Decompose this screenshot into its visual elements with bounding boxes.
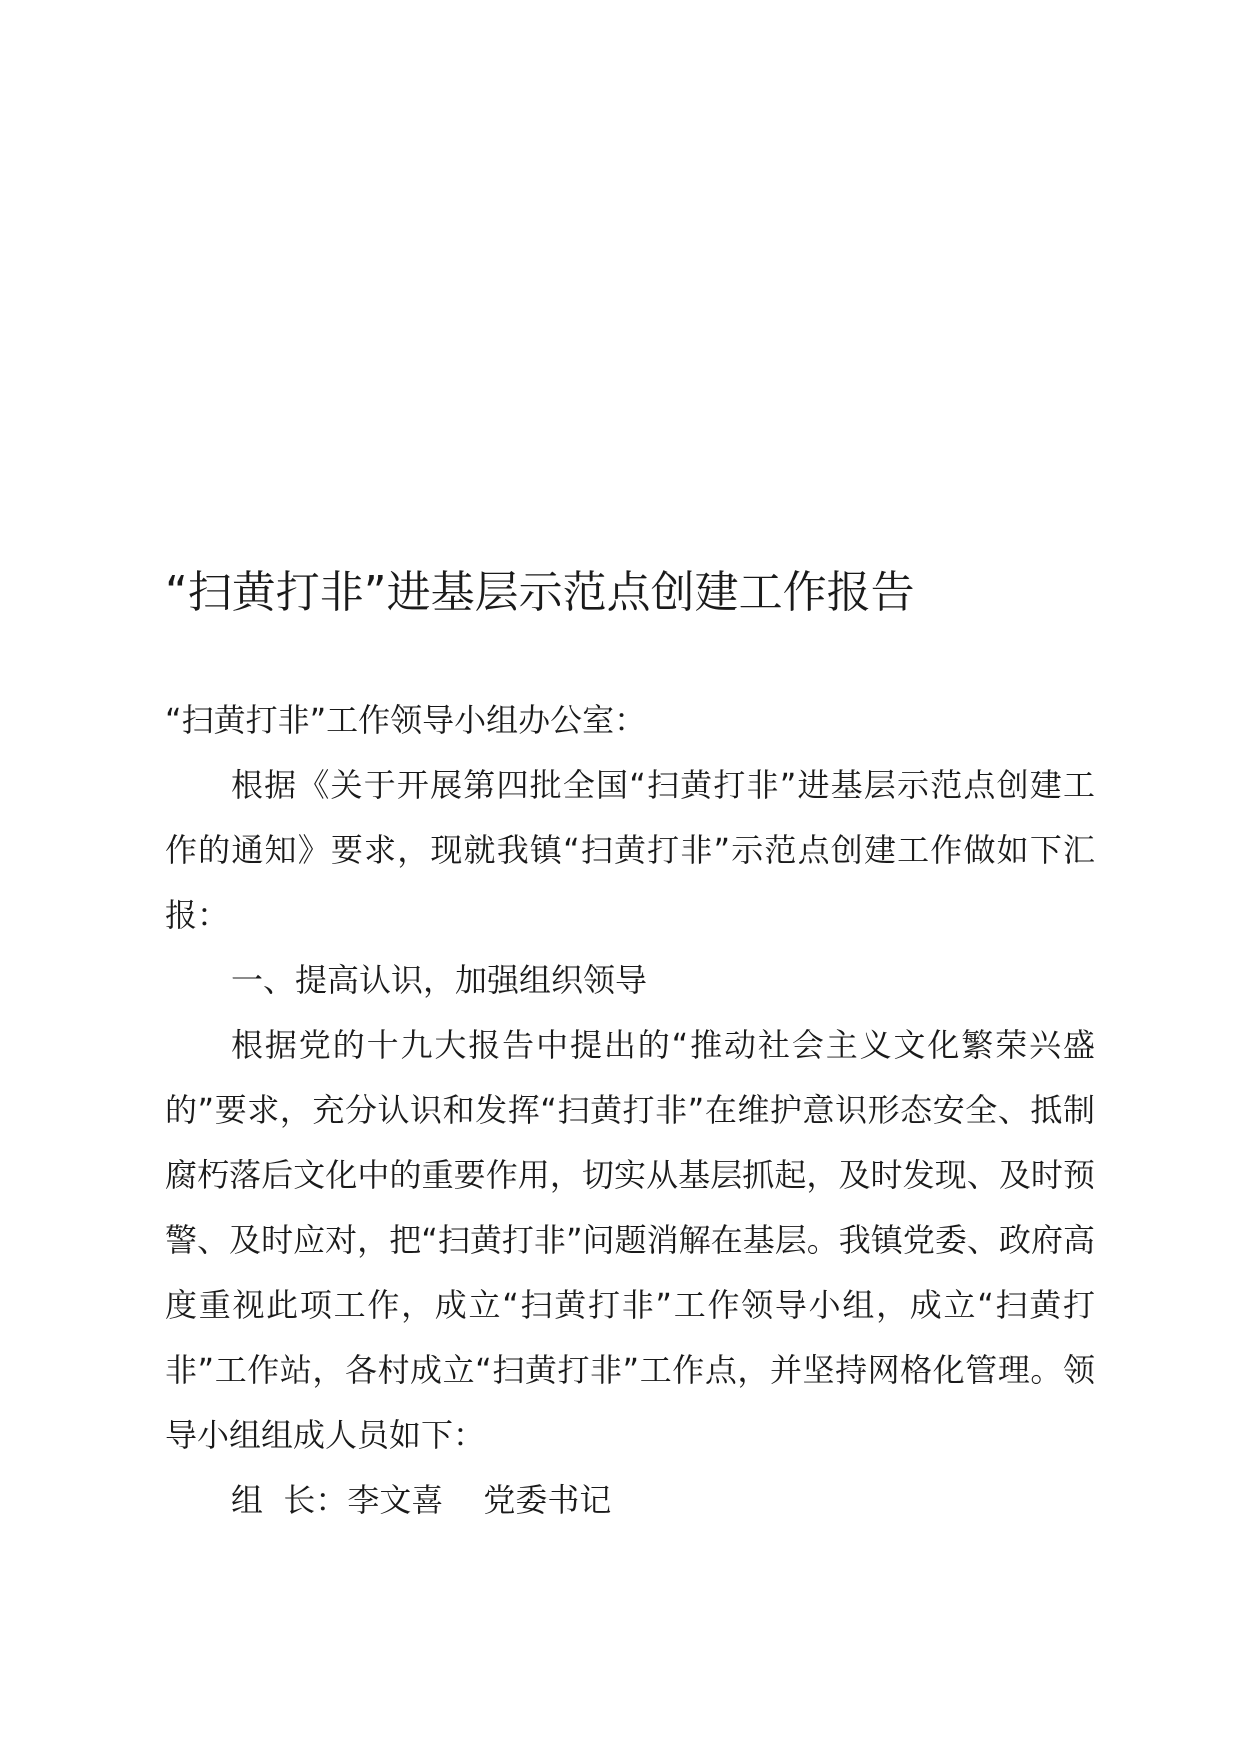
salutation-text: “扫黄打非”工作领导小组办公室： [165,701,647,739]
member-list [165,1468,1095,1533]
member-role: 党委书记 [483,1481,612,1519]
section-paragraph [165,1013,1095,1468]
section-paragraph-text: 根据党的十九大报告中提出的“推动社会主义文化繁荣兴盛的”要求，充分认识和发挥“扫黄打非”在维护意识形态安全、抵制腐朽落后文化中的重要作用，切实从基层抓起，及时发现、及时预警、及时应对，把“扫黄打非”问题消解在基层。我镇党委、政府高度重视此项工作，成立“扫黄打非”工作领导小组，成立“扫黄打非”工作站，各村成立“扫黄打非”工作点，并坚持网格化管理。领导小组组成人员如下： [165,1026,1095,1454]
section-heading [165,948,1095,1013]
member-name: 李文喜 [347,1481,444,1519]
intro-paragraph-text: 根据《关于开展第四批全国“扫黄打非”进基层示范点创建工作的通知》要求，现就我镇“扫黄打非”示范点创建工作做如下汇报： [165,766,1095,934]
member-item [165,1468,1095,1533]
intro-paragraph [165,753,1095,948]
member-position: 组 长： [231,1481,348,1519]
section-heading-text: 一、提高认识，加强组织领导 [231,961,648,999]
salutation [165,688,1095,753]
document-title: “扫黄打非”进基层示范点创建工作报告 [165,567,915,618]
